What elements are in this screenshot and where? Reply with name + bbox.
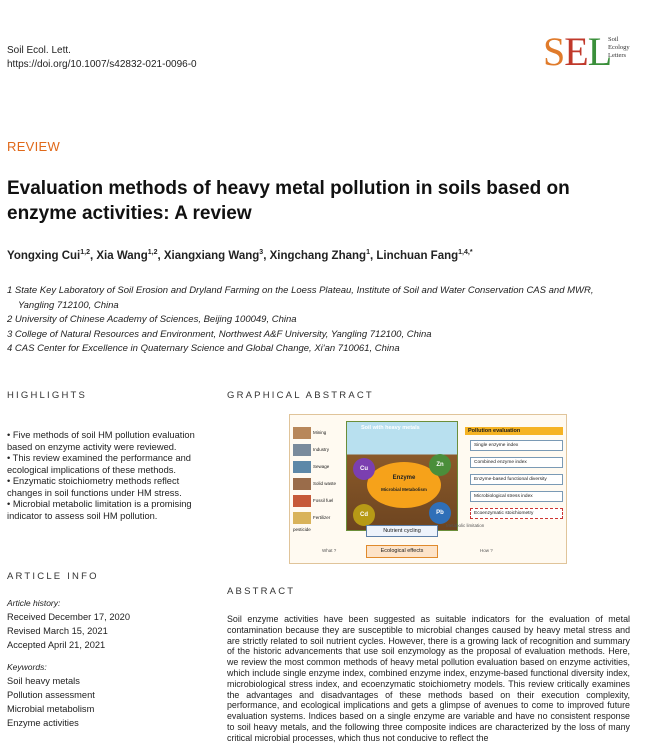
pollution-evaluation-panel	[465, 427, 563, 525]
metal-zn: Zn	[429, 454, 451, 476]
soil-label: Soil with heavy metals	[361, 425, 420, 431]
method-item: Ecoenzymatic stoichiometry	[470, 508, 563, 519]
journal-logo	[543, 29, 633, 76]
revised-date: Revised March 15, 2021	[7, 626, 108, 636]
affiliation-2: 2 University of Chinese Academy of Sciences, Beijing 100049, China	[7, 314, 297, 325]
graphical-abstract-figure	[289, 414, 567, 564]
affiliation-4: 4 CAS Center for Excellence in Quaternary Science and Global Change, Xi'an 710061, China	[7, 343, 400, 354]
solid-waste-icon	[293, 478, 311, 490]
metal-pb: Pb	[429, 502, 451, 524]
graphical-abstract-heading: GRAPHICAL ABSTRACT	[227, 390, 374, 401]
abstract-heading: ABSTRACT	[227, 586, 296, 597]
doi-link[interactable]: https://doi.org/10.1007/s42832-021-0096-0	[7, 59, 197, 70]
source-sewage: Sewage	[293, 461, 339, 473]
logo-letters: SEL	[543, 29, 612, 74]
keyword: Enzyme activities	[7, 718, 79, 728]
highlight-item: • This review examined the performance and ecological implications of these methods.	[7, 453, 191, 475]
author-name: Linchuan Fang	[376, 249, 459, 262]
author-name: Xia Wang	[96, 249, 148, 262]
author-name: Yongxing Cui	[7, 249, 81, 262]
method-item: Microbiological stress index	[470, 491, 563, 502]
affiliations	[7, 284, 637, 357]
author-name: Xingchang Zhang	[269, 249, 367, 262]
industry-icon	[293, 444, 311, 456]
source-fossil-fuel: Fossil fuel	[293, 495, 339, 507]
mining-icon	[293, 427, 311, 439]
author-name: Xiangxiang Wang	[163, 249, 260, 262]
article-info	[7, 596, 207, 730]
fertilizer-icon	[293, 512, 311, 524]
highlights-heading: HIGHLIGHTS	[7, 390, 88, 401]
source-solid-waste: Solid waste	[293, 478, 339, 490]
ecological-effects-box: Ecological effects	[366, 545, 438, 558]
affiliation-3: 3 College of Natural Resources and Environment, Northwest A&F University, Yangling 712100, China	[7, 328, 432, 340]
keyword: Pollution assessment	[7, 690, 95, 700]
accepted-date: Accepted April 21, 2021	[7, 640, 106, 650]
soil-panel	[346, 421, 458, 531]
journal-abbrev: Soil Ecol. Lett.	[7, 45, 71, 56]
logo-subtitle: Soil Ecology Letters	[608, 36, 630, 59]
enzyme-core: Enzyme Microbial Metabolism	[367, 462, 441, 508]
sewage-icon	[293, 461, 311, 473]
highlight-item: • Enzymatic stoichiometry methods reflect changes in soil functions under HM stress.	[7, 476, 182, 498]
keywords-label: Keywords:	[7, 662, 47, 672]
method-item: Enzyme-based functional diversity	[470, 474, 563, 485]
fossil-fuel-icon	[293, 495, 311, 507]
what-label: What ?	[322, 548, 337, 553]
history-label: Article history:	[7, 598, 61, 608]
pollution-evaluation-title: Pollution evaluation	[465, 427, 563, 435]
article-type: REVIEW	[7, 139, 61, 154]
article-info-heading: ARTICLE INFO	[7, 571, 99, 582]
metal-cd: Cd	[353, 504, 375, 526]
source-fertilizer: Fertilizer pesticide	[293, 512, 339, 524]
highlight-item: • Microbial metabolic limitation is a promising indicator to assess soil HM pollution.	[7, 499, 192, 521]
keyword: Microbial metabolism	[7, 704, 95, 714]
metal-cu: Cu	[353, 458, 375, 480]
article-title: Evaluation methods of heavy metal pollution in soils based on enzyme activities: A review	[7, 178, 570, 224]
metabolic-limitation-label: Metabolic limitation	[446, 523, 485, 528]
highlight-item: • Five methods of soil HM pollution evaluation based on enzyme activity were reviewed.	[7, 430, 195, 452]
source-industry: Industry	[293, 444, 339, 456]
how-label: How ?	[480, 548, 493, 553]
source-mining: Mining	[293, 427, 339, 439]
affiliation-1: 1 State Key Laboratory of Soil Erosion and Dryland Farming on the Loess Plateau, Institute of Soil and Water Conservation CAS and MWR,	[7, 285, 594, 296]
received-date: Received December 17, 2020	[7, 612, 130, 622]
highlights-list	[7, 430, 207, 522]
method-item: Single enzyme index	[470, 440, 563, 451]
method-item: Combined enzyme index	[470, 457, 563, 468]
nutrient-cycling-box: Nutrient cycling	[366, 525, 438, 537]
abstract-text: Soil enzyme activities have been suggested as suitable indicators for the evaluation of metal contamination because they are susceptible to microbial changes caused by heavy metal stress and are strictly related to soil nutrient cycles. However, there is a growing lack of recognition and summary of the historic advancements that use soil enzymology as the proposal of evaluation methods. Here, we review the most common methods of heavy metal pollution evaluation based on enzyme activities, which include single enzyme index, combined enzyme index, enzyme-based functional diversity index, microbiological stress index, and ecoenzymatic stoichiometry models. This review critically examines the advantages and disadvantages of these methods based on their execution complexity, performance, and ecological implications and gets a glimpse of avenues to come to improved future evaluation systems. Indices based on a single enzyme are variable and have no consistent response to soil heavy metals, and the following three composite indices are characterized by the loss of many critical microbial processes, which thus not conducive to reflect the	[227, 614, 630, 743]
author-list: Yongxing Cui$^{1,2}$, Xia Wang$^{1,2}$, Xiangxiang Wang$^3$, Xingchang Zhang$^1$, Linchuan Fang$^{1,4,*}$	[7, 249, 473, 262]
journal-header	[7, 44, 197, 72]
affiliation-1-cont: Yangling 712100, China	[18, 299, 119, 311]
keyword: Soil heavy metals	[7, 676, 80, 686]
